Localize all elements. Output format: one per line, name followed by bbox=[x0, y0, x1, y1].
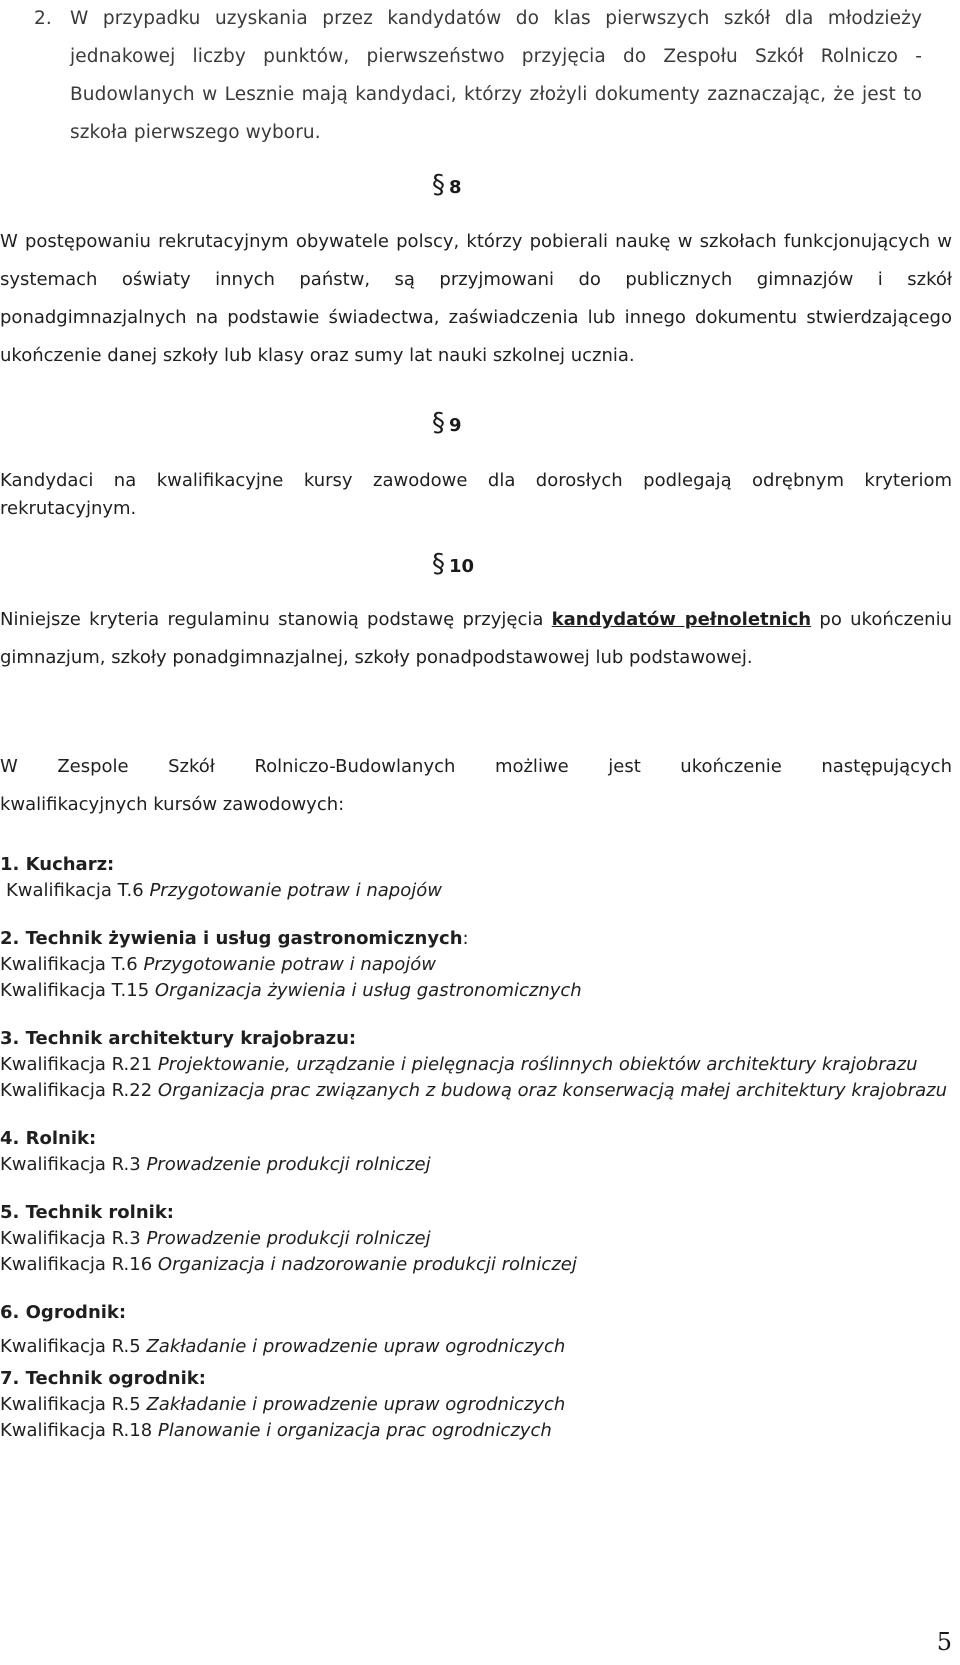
qualification-line: Kwalifikacja R.16 Organizacja i nadzorowanie produkcji rolniczej bbox=[0, 1254, 577, 1275]
profession-title: 7. Technik ogrodnik: bbox=[0, 1368, 206, 1389]
profession-title: 5. Technik rolnik: bbox=[0, 1202, 174, 1223]
section-10-text bbox=[0, 601, 952, 677]
section-10-heading bbox=[432, 549, 474, 579]
courses-intro-line-1: W Zespole Szkół Rolniczo-Budowlanych możliwe jest ukończenie następujących bbox=[0, 756, 952, 777]
profession-item bbox=[0, 1126, 952, 1178]
profession-item bbox=[0, 1026, 952, 1104]
profession-list bbox=[0, 852, 952, 1466]
section-8-number: 8 bbox=[449, 177, 462, 198]
qualification-line: Kwalifikacja R.22 Organizacja prac związanych z budową oraz konserwacją małej architektury krajobrazu bbox=[0, 1080, 947, 1101]
profession-item bbox=[0, 926, 952, 1004]
section-9-text: Kandydaci na kwalifikacyjne kursy zawodowe dla dorosłych podlegają odrębnym kryteriom rekrutacyjnym. bbox=[0, 470, 952, 519]
section-symbol: § bbox=[432, 549, 445, 579]
section-8-text: W postępowaniu rekrutacyjnym obywatele polscy, którzy pobierali naukę w szkołach funkcjonujących w systemach oświaty innych państw, są przyjmowani do publicznych gimnazjów i szkół ponadgimnazjalnych na podstawie świadectwa, zaświadczenia lub innego dokumentu stwierdzającego ukończenie danej szkoły lub klasy oraz sumy lat nauki szkolnej ucznia. bbox=[0, 231, 952, 366]
section-symbol: § bbox=[432, 408, 445, 438]
section-symbol: § bbox=[432, 170, 445, 200]
section-10-number: 10 bbox=[449, 556, 475, 577]
section-8-heading bbox=[432, 170, 462, 200]
qualification-line: Kwalifikacja R.18 Planowanie i organizacja prac ogrodniczych bbox=[0, 1420, 552, 1441]
profession-item bbox=[0, 1200, 952, 1278]
profession-title: 4. Rolnik: bbox=[0, 1128, 97, 1149]
qualification-line: Kwalifikacja R.21 Projektowanie, urządzanie i pielęgnacja roślinnych obiektów architektury krajobrazu bbox=[0, 1054, 918, 1075]
section-10-text-before: Niniejsze kryteria regulaminu stanowią podstawę przyjęcia bbox=[0, 609, 552, 630]
page-number: 5 bbox=[936, 1628, 952, 1656]
qualification-line: Kwalifikacja T.15 Organizacja żywienia i usług gastronomicznych bbox=[0, 980, 582, 1001]
qualification-line: Kwalifikacja R.3 Prowadzenie produkcji rolniczej bbox=[0, 1154, 431, 1175]
qualification-line: Kwalifikacja T.6 Przygotowanie potraw i napojów bbox=[6, 880, 442, 901]
section-9-heading bbox=[432, 408, 462, 438]
intro-paragraph bbox=[34, 0, 922, 152]
courses-intro-line-2: kwalifikacyjnych kursów zawodowych: bbox=[0, 794, 345, 815]
profession-title: 6. Ogrodnik: bbox=[0, 1302, 127, 1323]
section-9-number: 9 bbox=[449, 415, 462, 436]
qualification-line: Kwalifikacja R.5 Zakładanie i prowadzenie upraw ogrodniczych bbox=[0, 1336, 566, 1357]
profession-title: 1. Kucharz: bbox=[0, 854, 115, 875]
profession-item bbox=[0, 852, 952, 904]
qualification-line: Kwalifikacja R.5 Zakładanie i prowadzenie upraw ogrodniczych bbox=[0, 1394, 566, 1415]
profession-title: 3. Technik architektury krajobrazu: bbox=[0, 1028, 357, 1049]
profession-title: 2. Technik żywienia i usług gastronomicznych: bbox=[0, 928, 469, 949]
profession-item bbox=[0, 1366, 952, 1444]
intro-text: W przypadku uzyskania przez kandydatów do klas pierwszych szkół dla młodzieży jednakowej liczby punktów, pierwszeństwo przyjęcia do Zespołu Szkół Rolniczo - Budowlanych w Lesznie mają kandydaci, którzy złożyli dokumenty zaznaczając, że jest to szkoła pierwszego wyboru. bbox=[70, 8, 922, 143]
section-10-emphasis: kandydatów pełnoletnich bbox=[551, 609, 812, 630]
profession-item bbox=[0, 1300, 952, 1360]
qualification-line: Kwalifikacja R.3 Prowadzenie produkcji rolniczej bbox=[0, 1228, 431, 1249]
qualification-line: Kwalifikacja T.6 Przygotowanie potraw i napojów bbox=[0, 954, 436, 975]
section-10-text-after: po ukończeniu gimnazjum, szkoły ponadgimnazjalnej, szkoły ponadpodstawowej lub podstawowej. bbox=[0, 609, 952, 668]
intro-number: 2. bbox=[34, 8, 52, 29]
